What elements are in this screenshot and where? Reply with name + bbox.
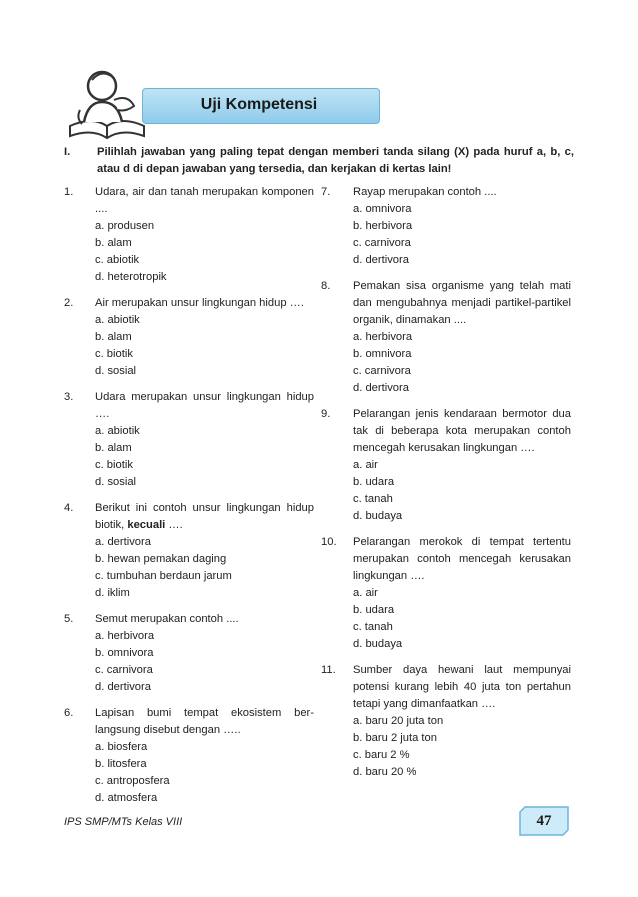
option-c[interactable]: c. biotik xyxy=(95,348,133,360)
option-a[interactable]: a. baru 20 juta ton xyxy=(353,715,444,727)
option-a[interactable]: a. herbivora xyxy=(353,331,413,343)
question-number: 9. xyxy=(321,408,331,420)
page-number: 47 xyxy=(536,813,552,829)
option-a[interactable]: a. herbivora xyxy=(95,630,155,642)
option-c[interactable]: c. carnivora xyxy=(95,664,153,676)
question-3 xyxy=(64,389,314,491)
option-d[interactable]: d. iklim xyxy=(95,587,130,599)
option-d[interactable]: d. heterotropik xyxy=(95,271,167,283)
question-text xyxy=(95,500,314,534)
question-text: Rayap merupakan contoh .... xyxy=(353,186,497,198)
option-d[interactable]: d. sosial xyxy=(95,476,137,488)
question-number: 11. xyxy=(321,664,336,676)
instruction xyxy=(64,144,574,178)
option-c[interactable]: c. carnivora xyxy=(353,365,411,377)
option-b[interactable]: b. litosfera xyxy=(95,758,147,770)
question-text-emphasis: kecuali xyxy=(127,519,166,531)
question-number: 4. xyxy=(64,502,74,514)
option-list xyxy=(353,457,571,525)
option-a[interactable]: a. abiotik xyxy=(95,425,140,437)
question-number: 1. xyxy=(64,186,74,198)
option-d[interactable]: d. budaya xyxy=(353,510,403,522)
question-text: Air merupakan unsur lingkungan hidup …. xyxy=(95,297,304,309)
question-text: Pelarangan merokok di tempat tertentu merupakan contoh mencegah kerusakan lingkungan …. xyxy=(353,536,571,582)
question-number: 6. xyxy=(64,707,74,719)
option-c[interactable]: c. antroposfera xyxy=(95,775,170,787)
section-banner xyxy=(62,60,322,145)
option-b[interactable]: b. omnivora xyxy=(353,348,412,360)
question-number: 10. xyxy=(321,536,337,548)
question-text: Udara, air dan tanah merupakan komponen .... xyxy=(95,186,314,215)
question-text: Pelarangan jenis kendaraan bermotor dua tak di beberapa kota merupakan contoh mencegah kerusakan lingkungan …. xyxy=(353,408,571,454)
option-b[interactable]: b. alam xyxy=(95,237,132,249)
option-c[interactable]: c. carnivora xyxy=(353,237,411,249)
option-a[interactable]: a. abiotik xyxy=(95,314,140,326)
footer-book-title: IPS SMP/MTs Kelas VIII xyxy=(64,816,183,828)
question-number: 8. xyxy=(321,280,331,292)
question-11 xyxy=(321,662,571,781)
question-text: Semut merupakan contoh .... xyxy=(95,613,239,625)
question-5 xyxy=(64,611,314,696)
option-c[interactable]: c. tumbuhan berdaun jarum xyxy=(95,570,232,582)
questions-right-column xyxy=(321,184,571,790)
question-8 xyxy=(321,278,571,397)
option-b[interactable]: b. omnivora xyxy=(95,647,154,659)
question-text-post: …. xyxy=(165,519,183,531)
question-text: Lapisan bumi tempat ekosistem ber-langsung disebut dengan ….. xyxy=(95,707,314,736)
option-a[interactable]: a. air xyxy=(353,587,378,599)
option-list xyxy=(95,218,314,286)
instruction-text: Pilihlah jawaban yang paling tepat dengan memberi tanda silang (X) pada huruf a, b, c, atau d di depan jawaban yang tersedia, dan kerjakan di kertas lain! xyxy=(97,146,574,175)
option-list xyxy=(353,585,571,653)
question-2 xyxy=(64,295,314,380)
question-6 xyxy=(64,705,314,807)
questions-left-column xyxy=(64,184,314,816)
option-c[interactable]: c. biotik xyxy=(95,459,133,471)
option-d[interactable]: d. dertivora xyxy=(353,254,409,266)
option-a[interactable]: a. dertivora xyxy=(95,536,151,548)
option-list xyxy=(95,534,314,602)
option-d[interactable]: d. budaya xyxy=(353,638,403,650)
question-10 xyxy=(321,534,571,653)
option-b[interactable]: b. herbivora xyxy=(353,220,413,232)
banner-title: Uji Kompetensi xyxy=(200,96,318,113)
option-c[interactable]: c. tanah xyxy=(353,493,393,505)
option-b[interactable]: b. udara xyxy=(353,604,395,616)
option-b[interactable]: b. baru 2 juta ton xyxy=(353,732,437,744)
option-a[interactable]: a. air xyxy=(353,459,378,471)
option-list xyxy=(353,201,571,269)
question-number: 7. xyxy=(321,186,331,198)
question-number: 2. xyxy=(64,297,74,309)
option-list xyxy=(353,713,571,781)
option-c[interactable]: c. baru 2 % xyxy=(353,749,410,761)
option-c[interactable]: c. tanah xyxy=(353,621,393,633)
option-list xyxy=(95,423,314,491)
option-b[interactable]: b. alam xyxy=(95,331,132,343)
option-d[interactable]: d. dertivora xyxy=(353,382,409,394)
question-text: Sumber daya hewani laut mempunyai potensi kurang lebih 40 juta ton pertahun tetapi yang dimanfaatkan …. xyxy=(353,664,571,710)
option-c[interactable]: c. abiotik xyxy=(95,254,140,266)
question-7 xyxy=(321,184,571,269)
option-a[interactable]: a. produsen xyxy=(95,220,155,232)
question-number: 3. xyxy=(64,391,74,403)
question-number: 5. xyxy=(64,613,74,625)
question-9 xyxy=(321,406,571,525)
question-1 xyxy=(64,184,314,286)
option-b[interactable]: b. hewan pemakan daging xyxy=(95,553,227,565)
option-list xyxy=(95,739,314,807)
question-text: Udara merupakan unsur lingkungan hidup …. xyxy=(95,391,314,420)
reading-person-icon xyxy=(62,60,152,145)
option-list xyxy=(95,628,314,696)
option-b[interactable]: b. udara xyxy=(353,476,395,488)
option-d[interactable]: d. dertivora xyxy=(95,681,151,693)
option-a[interactable]: a. biosfera xyxy=(95,741,148,753)
instruction-number: I. xyxy=(64,146,71,158)
option-a[interactable]: a. omnivora xyxy=(353,203,412,215)
question-text: Pemakan sisa organisme yang telah mati dan mengubahnya menjadi partikel-partikel organik, dinamakan .... xyxy=(353,280,571,326)
option-d[interactable]: d. sosial xyxy=(95,365,137,377)
option-d[interactable]: d. baru 20 % xyxy=(353,766,417,778)
option-list xyxy=(353,329,571,397)
question-text-pre: Berikut ini contoh unsur lingkungan hidup biotik, xyxy=(95,502,314,531)
page-number-badge xyxy=(519,806,569,836)
option-d[interactable]: d. atmosfera xyxy=(95,792,158,804)
option-list xyxy=(95,312,314,380)
option-b[interactable]: b. alam xyxy=(95,442,132,454)
question-4 xyxy=(64,500,314,602)
